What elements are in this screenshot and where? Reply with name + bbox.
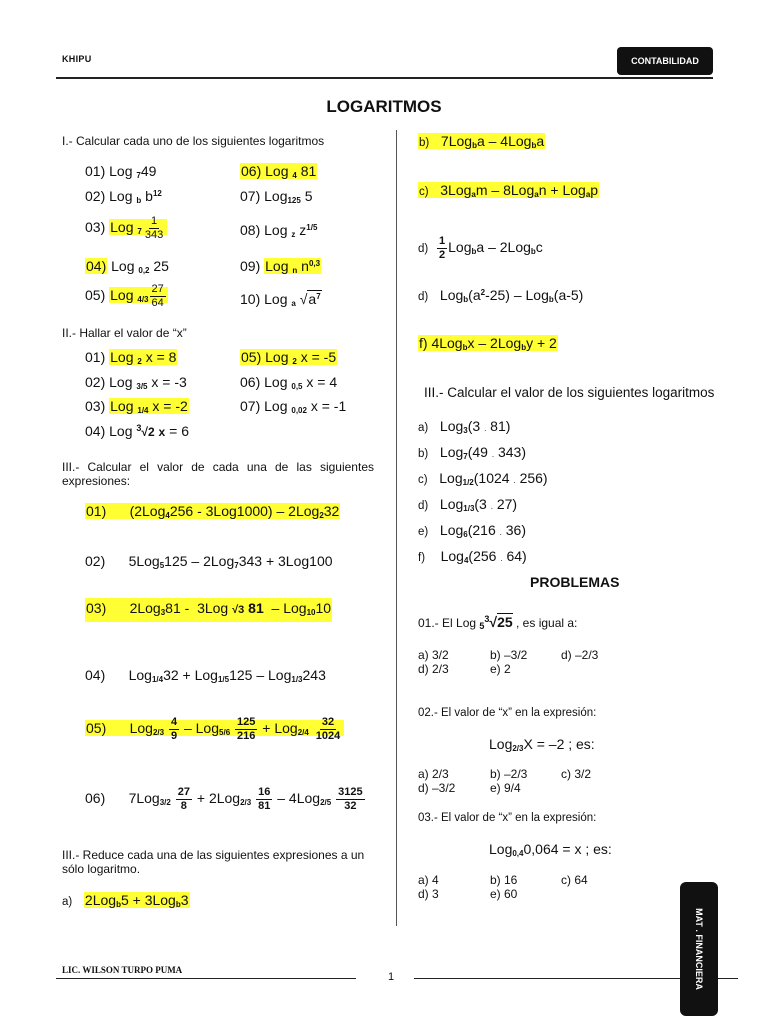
exercise-2-01: 01) Log $_2$ x = 8: [85, 349, 177, 366]
reduce-a: a) 2Log$_b$5 + 3Log$_b$3: [62, 892, 189, 909]
page-title: LOGARITMOS: [326, 97, 442, 116]
problem-3-opt-c: c) 64: [561, 873, 588, 887]
problem-1-stem-prefix: 01.- El Log: [418, 616, 480, 630]
page-number: 1: [388, 971, 395, 983]
exercise-2-05: 05) Log $_2$ x = -5: [241, 349, 337, 366]
problem-2-equation: Log$_{2/3}$X = –2 ; es:: [489, 736, 595, 753]
exercise-1-02: 02) Log $_b$ $b^{12}$: [85, 188, 162, 205]
expression-04: 04) Log$_{1/4}$32 + Log$_{1/5}$125 – Log$_{1/3}$243: [85, 667, 326, 684]
problem-1-opt-e: e) 2: [490, 662, 511, 676]
exercise-1-06: 06) Log $_4$ 81: [241, 163, 317, 180]
exercise-1-03: 03) Log $_7$ $\frac{1}{343}$: [85, 216, 167, 241]
problems-heading: PROBLEMAS: [530, 574, 620, 590]
problem-3-opt-e: e) 60: [490, 887, 518, 901]
header-rule: [56, 77, 713, 79]
problem-3-opt-d: d) 3: [418, 887, 439, 901]
calc-b: b) Log$_7$(49 . 343): [418, 444, 526, 461]
problem-1-stem-suffix: , es igual a:: [516, 616, 578, 630]
problem-1-opt-b: b) –3/2: [490, 648, 528, 662]
problem-2-opt-b: b) –2/3: [490, 767, 528, 781]
reduce-d2: d) $Log_b(a^2-25) - Log_b(a-5)$: [418, 287, 584, 304]
exercise-2-03: 03) Log $_{1/4}$ x = -2: [85, 398, 188, 415]
subject-side-badge-label: MAT . FINANCIERA: [694, 908, 704, 990]
problem-3-opt-a: a) 4: [418, 873, 439, 887]
exercise-2-06: 06) Log $_{0,5}$ x = 4: [240, 374, 338, 391]
problem-1-opt-d: d) –2/3: [561, 648, 599, 662]
section-3-heading: III.- Calcular el valor de cada una de las siguientes expresiones:: [62, 460, 374, 488]
problem-2-opt-a: a) 2/3: [418, 767, 449, 781]
exercise-1-04: 04) Log $_{0,2}$ 25: [86, 258, 169, 275]
expression-05: 05) Log$_{2/3}$ $\frac{4}{9}$ – Log$_{5/6}$ $\frac{125}{216}$ + Log$_{2/4}$ $\frac{32}{1024}$: [85, 717, 344, 742]
problem-2-opt-d: d) –3/2: [418, 781, 456, 795]
exercise-1-07: 07) Log$_{125}$ 5: [240, 188, 313, 205]
problem-2-opt-e: e) 9/4: [490, 781, 521, 795]
exercise-2-02: 02) Log $_{3/5}$ x = -3: [85, 374, 187, 391]
calc-e: e) Log$_6$(216 . 36): [418, 522, 526, 539]
section-5-heading: III.- Calcular el valor de los siguientes logaritmos: [424, 385, 715, 400]
exercise-1-09: 09) Log $_n$ $n^{0,3}$: [240, 258, 321, 275]
footer-author: LIC. WILSON TURPO PUMA: [62, 965, 183, 975]
problem-3-equation: Log$_{0,4}$0,064 = x ; es:: [489, 841, 612, 858]
exercise-1-08: 08) Log $_z$ $z^{1/5}$: [240, 222, 318, 239]
problem-1-stem: 01.- El Log $_5^3$√25 , es igual a:: [418, 614, 578, 631]
reduce-d1: d) $\frac{1}{2}$ Log$_b$a – 2Log$_b$c: [418, 235, 543, 261]
problem-3-equation-text: 0,064 = x ; es:: [523, 841, 612, 857]
problem-3-stem: 03.- El valor de “x” en la expresión:: [418, 812, 597, 824]
section-2-heading: II.- Hallar el valor de “x”: [62, 326, 187, 340]
reduce-f: f) 4Log$_b$x – 2Log$_b$y + 2: [419, 335, 557, 352]
calc-f: f) Log$_4$(256 . 64): [418, 548, 527, 565]
reduce-b: b) 7Log$_b$a – 4Log$_b$a: [419, 133, 545, 150]
problem-3-opt-b: b) 16: [490, 873, 518, 887]
section-4-heading: III.- Reduce cada una de las siguientes expresiones a un sólo logaritmo.: [62, 848, 365, 876]
exercise-2-04: 04) Log $^3$√2 x = 6: [85, 423, 189, 439]
problem-2-stem: 02.- El valor de “x” en la expresión:: [418, 707, 597, 719]
subject-side-badge: [680, 882, 718, 1016]
exercise-1-10: 10) Log $_a$ √ $a^7$: [240, 291, 321, 308]
calc-c: c) Log$_{1/2}$(1024 . 256): [418, 470, 548, 487]
calc-a: a) Log$_3$(3 . 81): [418, 418, 511, 435]
reduce-c: c) 3Log$_a$m – 8Log$_a$n + Log$_a$p: [419, 182, 599, 199]
calc-d: d) Log$_{1/3}$(3 . 27): [418, 496, 518, 513]
footer-rule-left: [56, 978, 356, 979]
problem-1-opt-d2: d) 2/3: [418, 662, 449, 676]
expression-03: 03) 2Log$_3$81 - 3Log √3 81 – Log$_{10}$10: [85, 600, 332, 616]
column-divider: [396, 130, 397, 926]
section-1-heading: I.- Calcular cada uno de los siguientes logaritmos: [62, 134, 325, 148]
expression-02: 02) 5Log$_5$125 – 2Log$_7$343 + 3Log100: [85, 553, 333, 570]
exercise-1-05: 05) Log $_{4/3}$ $\frac{27}{64}$: [85, 284, 168, 309]
problem-1-opt-a: a) 3/2: [418, 648, 449, 662]
exercise-2-07: 07) Log $_{0,02}$ x = -1: [240, 398, 347, 415]
expression-01: 01) (2Log$_4$256 - 3Log1000) – 2Log$_2$32: [86, 503, 340, 520]
problem-2-opt-c: c) 3/2: [561, 767, 592, 781]
problem-2-equation-text: X = –2 ; es:: [523, 736, 595, 752]
exercise-1-01: 01) Log $_7$49: [85, 163, 157, 180]
expression-06: 06) 7Log$_{3/2}$ $\frac{27}{8}$ + 2Log$_{2/3}$ $\frac{16}{81}$ – 4Log$_{2/5}$ $\frac{3125}{32}$: [85, 786, 363, 812]
header-subject-badge: CONTABILIDAD: [617, 47, 713, 75]
header-brand: KHIPU: [62, 54, 92, 64]
